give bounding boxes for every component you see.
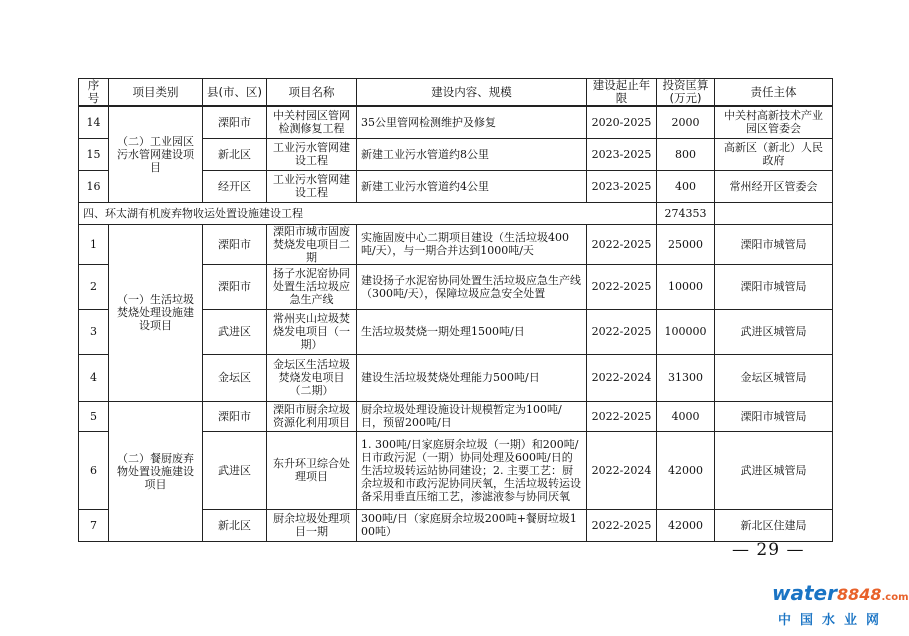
cell-period: 2022-2025	[587, 264, 657, 309]
cell-content: 新建工业污水管道约8公里	[357, 138, 587, 170]
cell-no: 6	[79, 431, 109, 509]
cell-invest: 100000	[657, 309, 715, 354]
cell-no: 3	[79, 309, 109, 354]
header-no: 序号	[79, 79, 109, 107]
cell-no: 2	[79, 264, 109, 309]
cell-invest: 800	[657, 138, 715, 170]
cell-no: 1	[79, 224, 109, 264]
table-row	[79, 106, 833, 138]
cell-owner: 金坛区城管局	[715, 354, 833, 401]
cell-county: 武进区	[203, 431, 267, 509]
cell-content: 实施固废中心二期项目建设（生活垃圾400吨/天），与一期合并达到1000吨/天	[357, 224, 587, 264]
watermark-brand-word: water	[772, 581, 837, 605]
cell-invest: 42000	[657, 431, 715, 509]
section-invest: 274353	[657, 202, 715, 224]
watermark-brand-num: 8848	[836, 585, 882, 604]
cell-content: 生活垃圾焚烧一期处理1500吨/日	[357, 309, 587, 354]
cell-owner: 武进区城管局	[715, 309, 833, 354]
table-row	[79, 401, 833, 431]
cell-category: （二）工业园区污水管网建设项目	[109, 106, 203, 202]
watermark-brand	[772, 581, 909, 609]
header-project-name: 项目名称	[267, 79, 357, 107]
cell-content: 建设生活垃圾焚烧处理能力500吨/日	[357, 354, 587, 401]
cell-invest: 400	[657, 170, 715, 202]
cell-content: 新建工业污水管道约4公里	[357, 170, 587, 202]
cell-project-name: 东升环卫综合处理项目	[267, 431, 357, 509]
cell-project-name: 溧阳市厨余垃圾资源化利用项目	[267, 401, 357, 431]
section-title: 四、环太湖有机废弃物收运处置设施建设工程	[79, 202, 657, 224]
cell-project-name: 常州夹山垃圾焚烧发电项目（一期）	[267, 309, 357, 354]
cell-county: 溧阳市	[203, 264, 267, 309]
cell-no: 4	[79, 354, 109, 401]
header-invest: 投资匡算 (万元)	[657, 79, 715, 107]
cell-county: 武进区	[203, 309, 267, 354]
cell-project-name: 工业污水管网建设工程	[267, 138, 357, 170]
cell-project-name: 厨余垃圾处理项目一期	[267, 509, 357, 541]
cell-period: 2022-2024	[587, 354, 657, 401]
watermark-cn-name: 中国水业网	[778, 613, 889, 628]
header-period: 建设起止年限	[587, 79, 657, 107]
cell-period: 2023-2025	[587, 138, 657, 170]
watermark-logo	[772, 581, 909, 632]
cell-period: 2023-2025	[587, 170, 657, 202]
cell-county: 新北区	[203, 509, 267, 541]
cell-owner: 溧阳市城管局	[715, 401, 833, 431]
cell-owner: 高新区（新北）人民政府	[715, 138, 833, 170]
cell-owner: 溧阳市城管局	[715, 264, 833, 309]
cell-project-name: 溧阳市城市固废焚烧发电项目二期	[267, 224, 357, 264]
cell-project-name: 扬子水泥窑协同处置生活垃圾应急生产线	[267, 264, 357, 309]
header-county: 县(市、区)	[203, 79, 267, 107]
cell-owner: 常州经开区管委会	[715, 170, 833, 202]
section-row	[79, 202, 833, 224]
cell-content: 1. 300吨/日家庭厨余垃圾（一期）和200吨/日市政污泥（一期）协同处理及600吨/日的生活垃圾转运站协同建设；2. 主要工艺：厨余垃圾和市政污泥协同厌氧，生活垃圾转运设备采用垂直压缩工艺，渗滤液参与协同厌氧	[357, 431, 587, 509]
cell-invest: 10000	[657, 264, 715, 309]
cell-county: 金坛区	[203, 354, 267, 401]
header-content: 建设内容、规模	[357, 79, 587, 107]
cell-no: 14	[79, 106, 109, 138]
cell-project-name: 金坛区生活垃圾焚烧发电项目（二期）	[267, 354, 357, 401]
cell-category: （二）餐厨废弃物处置设施建设项目	[109, 401, 203, 541]
cell-content: 35公里管网检测维护及修复	[357, 106, 587, 138]
section-owner-empty	[715, 202, 833, 224]
cell-county: 溧阳市	[203, 106, 267, 138]
cell-owner: 中关村高新技术产业园区管委会	[715, 106, 833, 138]
cell-period: 2022-2025	[587, 509, 657, 541]
cell-invest: 25000	[657, 224, 715, 264]
cell-content: 建设扬子水泥窑协同处置生活垃圾应急生产线（300吨/天），保障垃圾应急安全处置	[357, 264, 587, 309]
cell-invest: 42000	[657, 509, 715, 541]
cell-period: 2022-2025	[587, 309, 657, 354]
cell-invest: 31300	[657, 354, 715, 401]
cell-owner: 溧阳市城管局	[715, 224, 833, 264]
cell-period: 2022-2024	[587, 431, 657, 509]
cell-period: 2020-2025	[587, 106, 657, 138]
watermark-brand-suffix: .com	[881, 592, 909, 603]
cell-no: 5	[79, 401, 109, 431]
cell-category: （一）生活垃圾焚烧处理设施建设项目	[109, 224, 203, 401]
cell-invest: 4000	[657, 401, 715, 431]
cell-county: 溧阳市	[203, 224, 267, 264]
table-row	[79, 224, 833, 264]
cell-project-name: 工业污水管网建设工程	[267, 170, 357, 202]
cell-no: 16	[79, 170, 109, 202]
header-owner: 责任主体	[715, 79, 833, 107]
cell-no: 7	[79, 509, 109, 541]
cell-no: 15	[79, 138, 109, 170]
cell-county: 经开区	[203, 170, 267, 202]
cell-owner: 新北区住建局	[715, 509, 833, 541]
page-number: — 29 —	[732, 540, 805, 560]
cell-project-name: 中关村园区管网检测修复工程	[267, 106, 357, 138]
table-header-row	[79, 79, 833, 107]
cell-content: 厨余垃圾处理设施设计规模暂定为100吨/日，预留200吨/日	[357, 401, 587, 431]
project-table	[78, 78, 833, 542]
cell-period: 2022-2025	[587, 224, 657, 264]
cell-period: 2022-2025	[587, 401, 657, 431]
cell-county: 溧阳市	[203, 401, 267, 431]
cell-content: 300吨/日（家庭厨余垃圾200吨+餐厨垃圾100吨）	[357, 509, 587, 541]
cell-county: 新北区	[203, 138, 267, 170]
cell-owner: 武进区城管局	[715, 431, 833, 509]
header-category: 项目类别	[109, 79, 203, 107]
cell-invest: 2000	[657, 106, 715, 138]
